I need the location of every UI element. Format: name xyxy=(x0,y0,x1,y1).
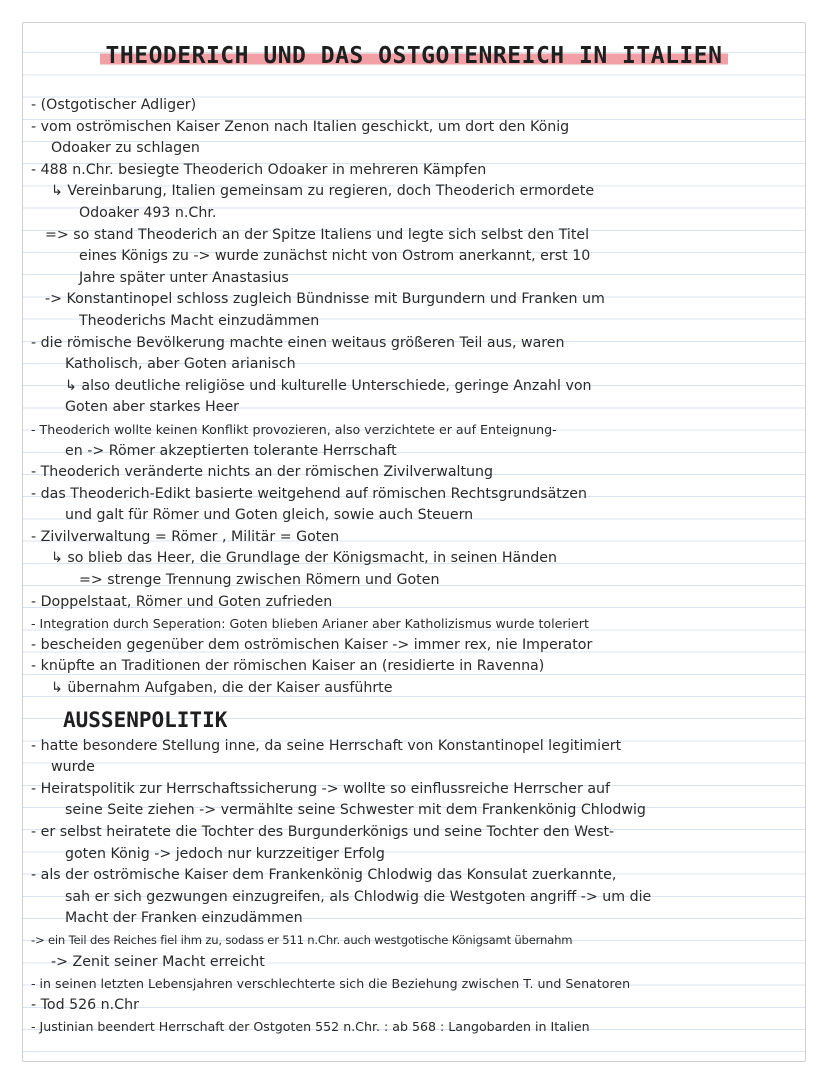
note-line: - Tod 526 n.Chr xyxy=(31,996,139,1013)
note-line: - Theoderich wollte keinen Konflikt provozieren, also verzichtete er auf Enteignung- xyxy=(31,421,557,437)
note-line: Jahre später unter Anastasius xyxy=(79,269,289,286)
note-line: - knüpfte an Traditionen der römischen Kaiser an (residierte in Ravenna) xyxy=(31,658,545,675)
note-line: - Heiratspolitik zur Herrschaftssicherung -> wollte so einflussreiche Herrscher auf xyxy=(31,780,611,797)
note-line: Goten aber starkes Heer xyxy=(65,399,240,416)
note-line: -> ein Teil des Reiches fiel ihm zu, sodass er 511 n.Chr. auch westgotische Königsamt übernahm xyxy=(31,932,573,947)
note-line: wurde xyxy=(51,759,95,776)
note-line: => so stand Theoderich an der Spitze Italiens und legte sich selbst den Titel xyxy=(45,226,590,243)
section-heading-aussenpolitik: AUSSENPOLITIK xyxy=(63,707,228,732)
note-line: - in seinen letzten Lebensjahren verschlechterte sich die Beziehung zwischen T. und Senatoren xyxy=(31,976,631,992)
note-line: Macht der Franken einzudämmen xyxy=(65,910,303,927)
note-line: seine Seite ziehen -> vermählte seine Schwester mit dem Frankenkönig Chlodwig xyxy=(65,802,646,819)
note-line: ↳ Vereinbarung, Italien gemeinsam zu regieren, doch Theoderich ermordete xyxy=(51,183,595,200)
note-line: ↳ so blieb das Heer, die Grundlage der Königsmacht, in seinen Händen xyxy=(51,550,557,567)
note-line: - Theoderich veränderte nichts an der römischen Zivilverwaltung xyxy=(31,464,494,481)
note-line: ↳ übernahm Aufgaben, die der Kaiser ausführte xyxy=(51,680,393,697)
note-line: - hatte besondere Stellung inne, da seine Herrschaft von Konstantinopel legitimiert xyxy=(31,737,622,754)
note-line: -> Zenit seiner Macht erreicht xyxy=(51,953,265,970)
note-line: sah er sich gezwungen einzugreifen, als Chlodwig die Westgoten angriff -> um die xyxy=(65,888,652,905)
note-line: - Justinian beendert Herrschaft der Ostgoten 552 n.Chr. : ab 568 : Langobarden in Italien xyxy=(31,1019,590,1035)
note-line: -> Konstantinopel schloss zugleich Bündnisse mit Burgundern und Franken um xyxy=(45,291,605,308)
note-line: - er selbst heiratete die Tochter des Burgunderkönigs und seine Tochter den West- xyxy=(31,824,615,840)
note-line: Katholisch, aber Goten arianisch xyxy=(65,356,296,373)
note-line: ↳ also deutliche religiöse und kulturelle Unterschiede, geringe Anzahl von xyxy=(65,377,592,394)
note-line: und galt für Römer und Goten gleich, sowie auch Steuern xyxy=(65,507,474,524)
note-line: - Doppelstaat, Römer und Goten zufrieden xyxy=(31,593,333,610)
note-line: - (Ostgotischer Adliger) xyxy=(31,97,197,113)
note-line: goten König -> jedoch nur kurzzeitiger Erfolg xyxy=(65,845,385,862)
notebook-page xyxy=(22,22,806,1062)
note-line: - 488 n.Chr. besiegte Theoderich Odoaker in mehreren Kämpfen xyxy=(31,161,487,178)
note-line: en -> Römer akzeptierten tolerante Herrschaft xyxy=(65,442,397,459)
title-wrap xyxy=(23,43,805,69)
notes-content xyxy=(31,95,801,1038)
note-line: - Integration durch Seperation: Goten blieben Arianer aber Katholizismus wurde toleriert xyxy=(31,616,589,632)
note-line: Odoaker 493 n.Chr. xyxy=(79,204,217,221)
note-line: Odoaker zu schlagen xyxy=(51,140,200,157)
note-line: eines Königs zu -> wurde zunächst nicht von Ostrom anerkannt, erst 10 xyxy=(79,248,591,265)
note-line: - Zivilverwaltung = Römer , Militär = Goten xyxy=(31,528,340,545)
note-line: - vom oströmischen Kaiser Zenon nach Italien geschickt, um dort den König xyxy=(31,118,570,135)
page-title: THEODERICH UND DAS OSTGOTENREICH IN ITALIEN xyxy=(100,43,729,69)
note-line: => strenge Trennung zwischen Römern und Goten xyxy=(79,572,440,589)
note-line: Theoderichs Macht einzudämmen xyxy=(79,312,320,329)
note-line: - das Theoderich-Edikt basierte weitgehend auf römischen Rechtsgrundsätzen xyxy=(31,485,588,502)
note-line: - bescheiden gegenüber dem oströmischen Kaiser -> immer rex, nie Imperator xyxy=(31,636,593,653)
note-line: - die römische Bevölkerung machte einen weitaus größeren Teil aus, waren xyxy=(31,334,565,351)
note-line: - als der oströmische Kaiser dem Frankenkönig Chlodwig das Konsulat zuerkannte, xyxy=(31,867,617,884)
